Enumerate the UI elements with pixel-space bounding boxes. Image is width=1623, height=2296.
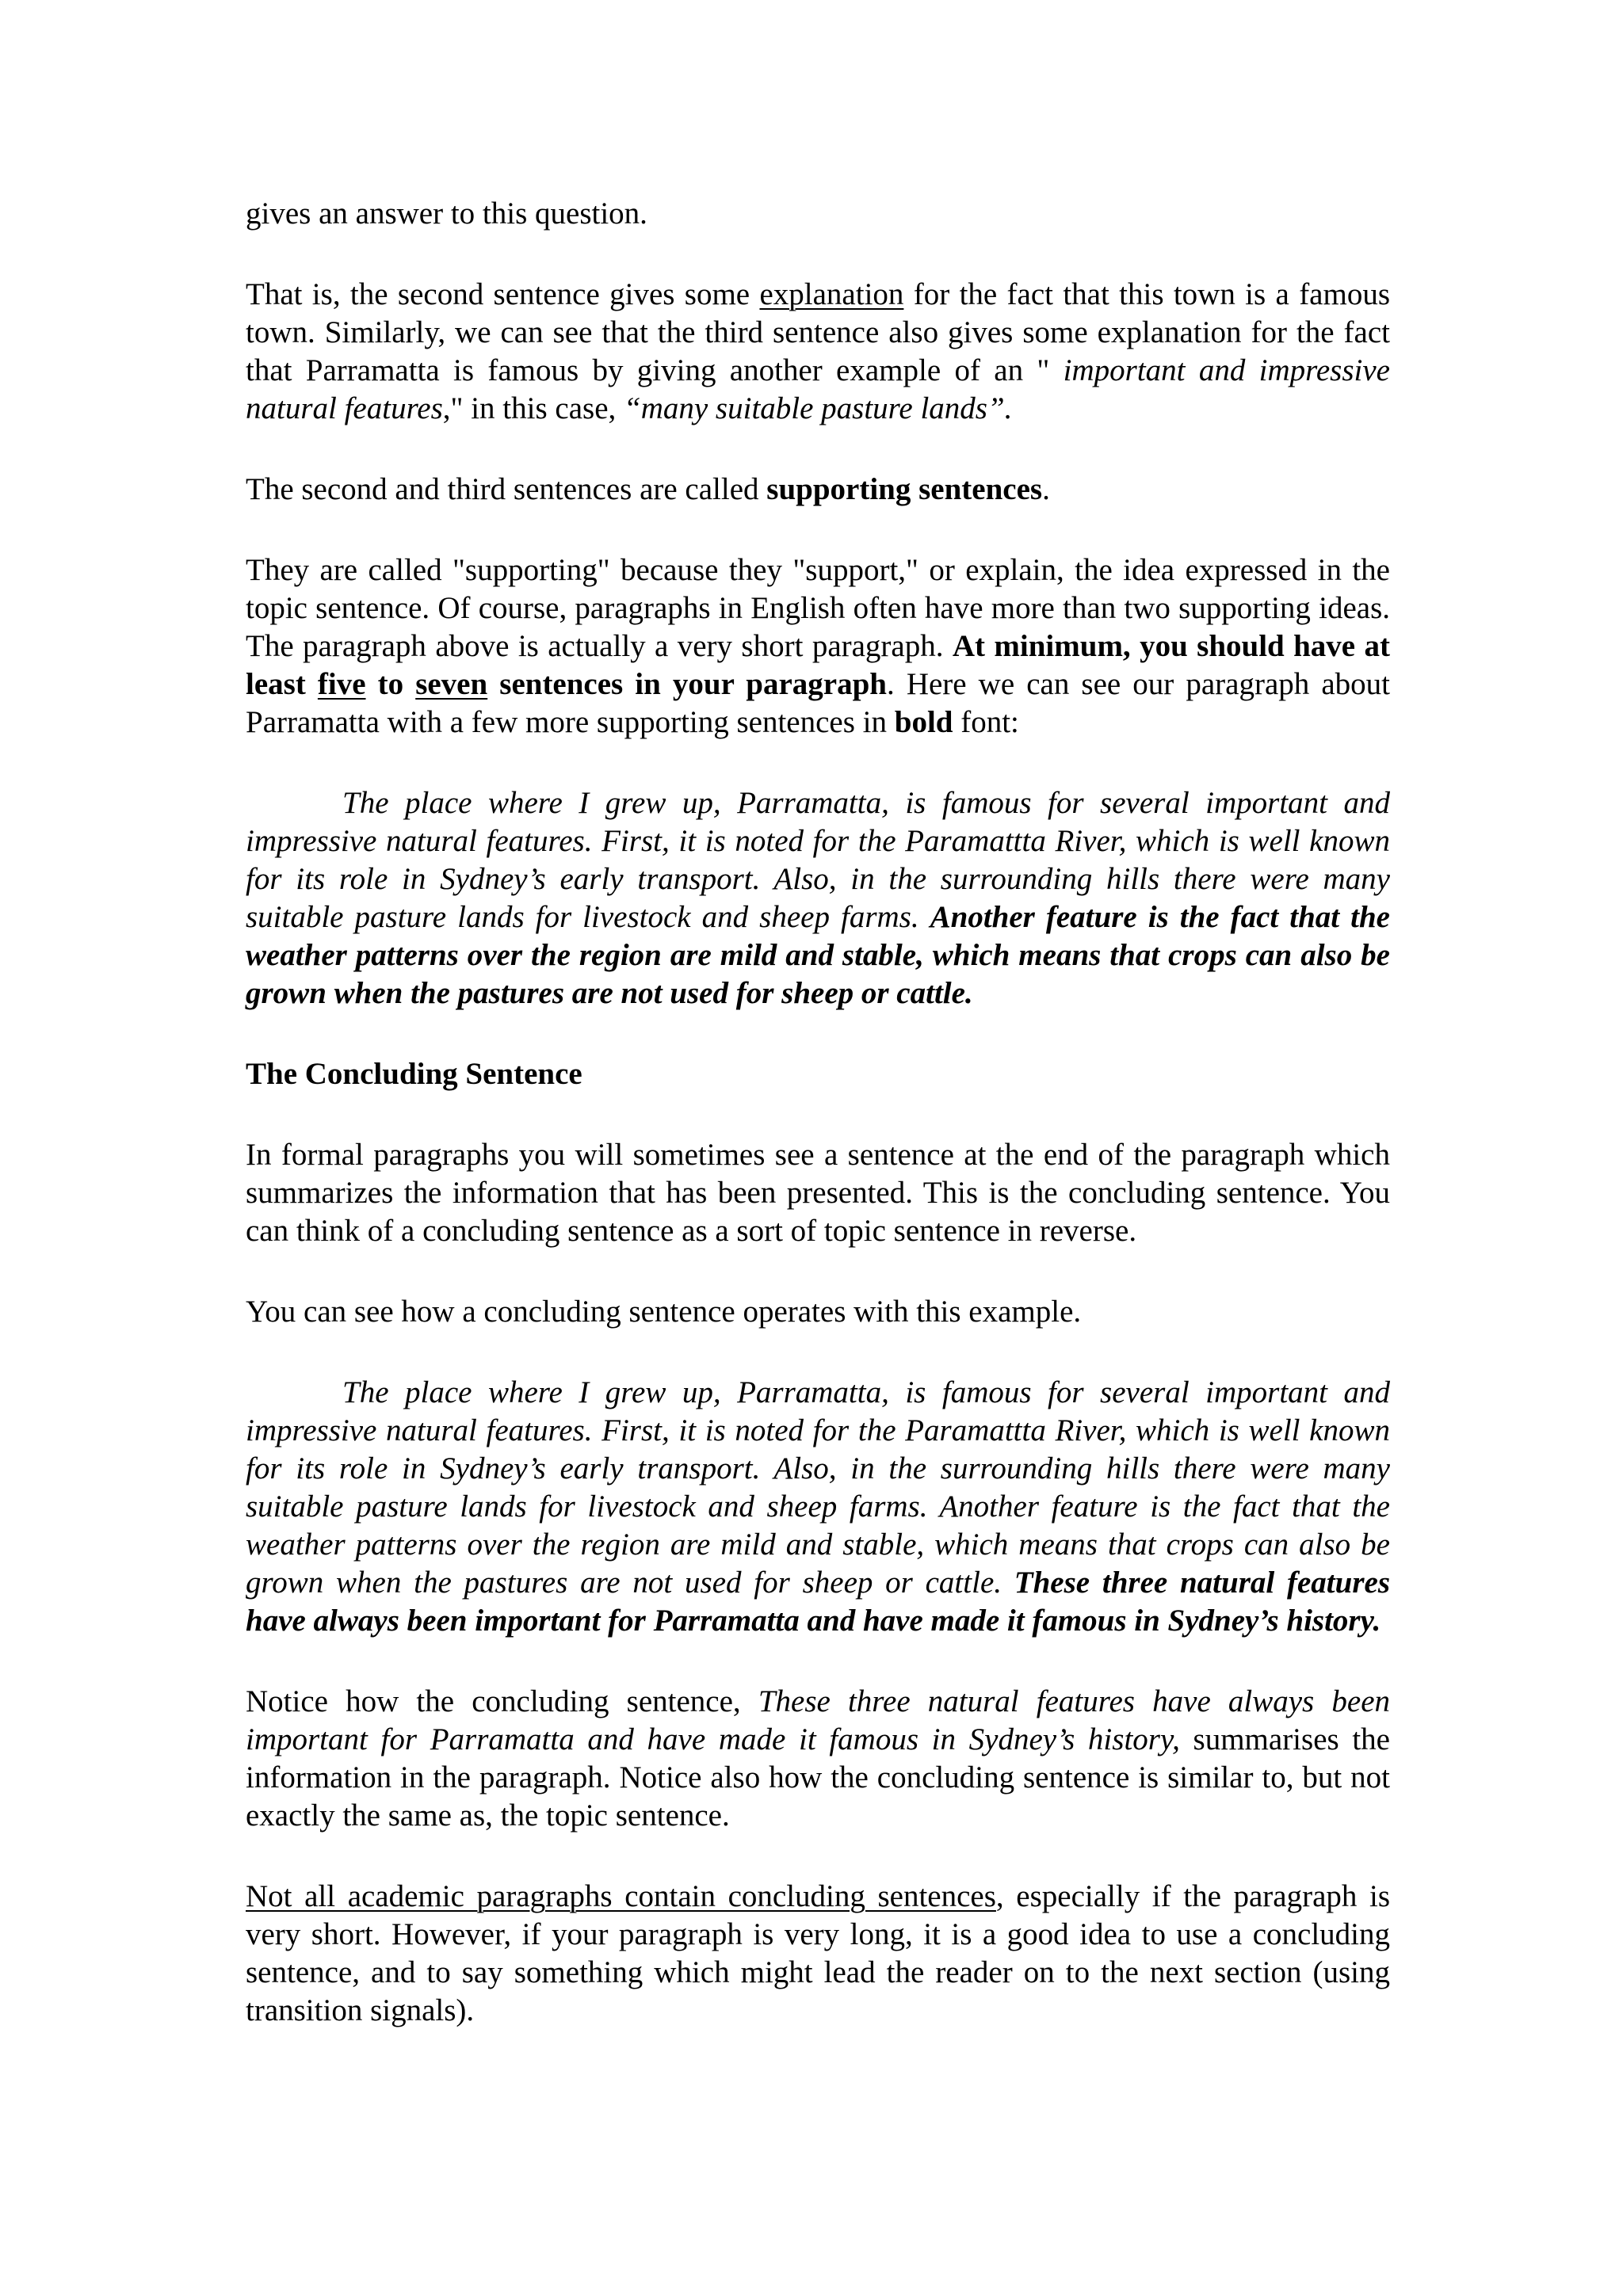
italic-quote: These three natural features have always been important for Parramatta and have made it famous in Sydney’s history, [246,1684,1391,1756]
page-content [246,195,1390,2030]
text: ," in this case, [442,391,624,425]
bold-text: sentences in your paragraph [487,667,887,701]
paragraph-supporting-definition [246,471,1390,509]
text: In formal paragraphs you will sometimes see a sentence at the end of the paragraph which summarizes the information that has been presented. This is the concluding sentence. You can think of a concluding sentence as a sort of topic sentence in reverse. [246,1138,1390,1248]
paragraph-not-all [246,1878,1390,2030]
bold-term: supporting sentences [766,472,1043,506]
text: That is, the second sentence gives some [246,277,760,311]
underlined-term: explanation [759,277,904,311]
bold-italic-example-text: These three natural features have always been important for Parramatta and have made it famous in Sydney’s history. [246,1566,1390,1638]
paragraph-example-intro [246,1293,1390,1331]
paragraph-explanation [246,276,1390,428]
paragraph-notice [246,1683,1390,1835]
text: They are called "supporting" because they "support," or explain, the idea expressed in the topic sentence. Of course, paragraphs in English often have more than two supporting ideas. The paragraph above is actually a very short paragraph. [246,553,1390,663]
bold-text: At minimum, you should have at least [246,629,1390,701]
text: , especially if the paragraph is very short. However, if your paragraph is very long, it is a good idea to use a concluding sentence, and to say something which might lead the reader on to the next section (using transition signals). [246,1879,1390,2027]
text: . Here we can see our paragraph about Parramatta with a few more supporting sentences in [246,667,1390,739]
text: The second and third sentences are called [246,472,767,506]
italic-example-text: The place where I grew up, Parramatta, is famous for several important and impressive natural features. First, it is noted for the Paramattta River, which is well known for its role in Sydney’s early transport. Also, in the surrounding hills there were many suitable pasture lands for livestock and sheep farms. Another feature is the fact that the weather patterns over the region are mild and stable, which means that crops can also be grown when the pastures are not used for sheep or cattle. [246,1375,1390,1600]
bold-italic-example-text: Another feature is the fact that the weather patterns over the region are mild and stable, which means that crops can also be grown when the pastures are not used for sheep or cattle. [246,900,1390,1010]
example-paragraph-concluding [246,1374,1390,1640]
text: summarises the information in the paragraph. Notice also how the concluding sentence is similar to, but not exactly the same as, the topic sentence. [246,1722,1390,1833]
example-paragraph-supporting [246,784,1390,1013]
paragraph-supporting-explanation [246,551,1390,742]
paragraph-concluding-definition [246,1136,1390,1250]
bold-word: bold [894,705,953,739]
italic-quote: “many suitable pasture lands”. [624,391,1013,425]
bold-underlined-number: seven [415,667,488,701]
text: for the fact that this town is a famous town. Similarly, we can see that the third sentence also gives some explanation for the fact that Parramatta is famous by giving another example of an " [246,277,1390,387]
section-heading: The Concluding Sentence [246,1057,582,1091]
bold-underlined-number: five [317,667,366,701]
bold-text: to [365,667,416,701]
text: gives an answer to this question. [246,196,647,231]
italic-example-text: The place where I grew up, Parramatta, is famous for several important and impressive natural features. First, it is noted for the Paramattta River, which is well known for its role in Sydney’s early transport. Also, in the surrounding hills there were many suitable pasture lands for livestock and sheep farms. [246,786,1390,934]
text: You can see how a concluding sentence operates with this example. [246,1295,1082,1329]
text: font: [953,705,1019,739]
text: . [1042,472,1050,506]
italic-quote: important and impressive natural features [246,353,1390,425]
paragraph-continuation [246,195,1390,233]
underlined-text: Not all academic paragraphs contain concluding sentences [246,1879,996,1913]
text: Notice how the concluding sentence, [246,1684,758,1718]
